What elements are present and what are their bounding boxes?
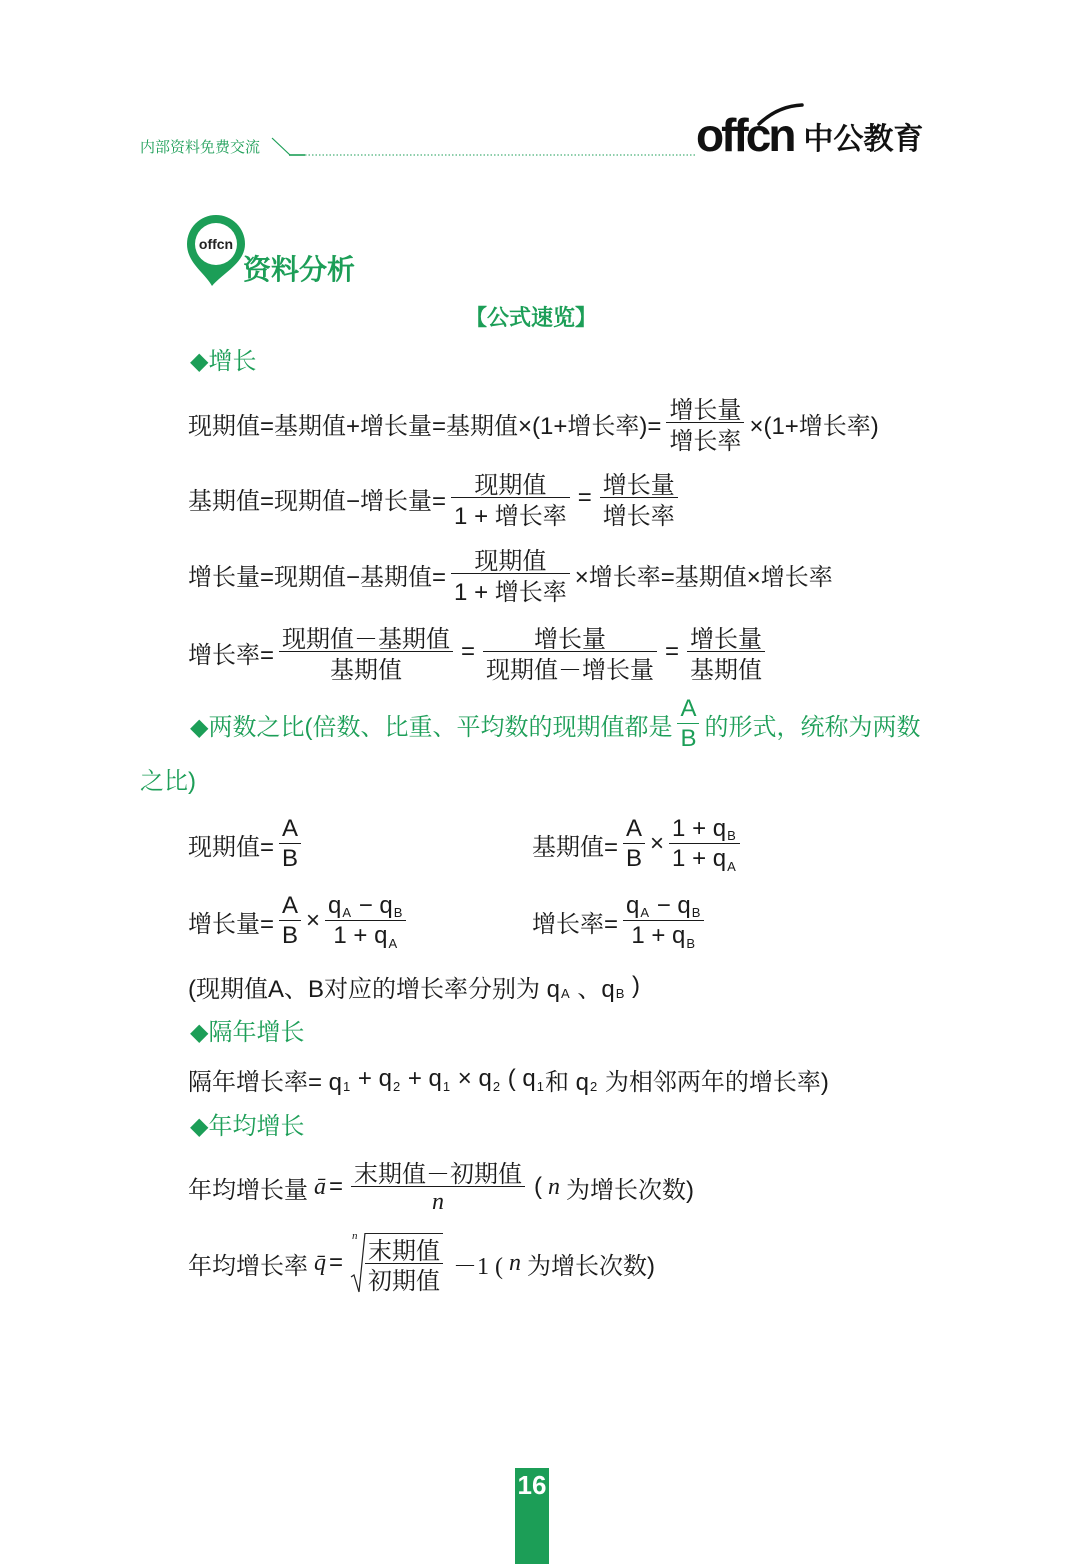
annual-title: ◆年均增长 [190,1113,305,1140]
term: ( q [501,1065,536,1092]
formula-increase-amount [188,542,833,606]
denominator: 1 + 增长率 [454,502,567,530]
term: 和 q [545,1068,590,1096]
subscript: B [615,985,625,1001]
term: 1 + q [631,922,686,949]
ratio-title-pre: ◆两数之比(倍数、比重、平均数的现期值都是 [190,713,673,741]
denominator: B [282,922,299,949]
formula-current-value [188,391,879,455]
formula-tail: ×增长率=基期值×增长率 [574,563,833,591]
formula-lhs: 增长率= [188,641,275,669]
subscript: A [561,985,570,1001]
biennial-title: ◆隔年增长 [190,1019,305,1046]
logo-swoosh-icon [756,102,806,126]
denominator: 基期值 [690,656,763,684]
ratio-formula-rate [532,889,709,953]
formula-lhs: 基期值=现期值−增长量= [188,487,447,515]
root-index: n [352,1230,358,1242]
equals-sign: = [329,1173,344,1200]
ratio-formula-increase [188,889,411,953]
paren-open: ( [534,1173,543,1200]
numerator: 现期值 [451,468,570,498]
term: + q [401,1065,442,1092]
formula-lhs: 增长率= [532,910,619,938]
denominator: 基期值 [330,656,403,684]
ratio-title [190,692,920,756]
fraction [351,1157,525,1217]
fraction [623,814,645,874]
subscript: 2 [392,1078,401,1094]
equals-sign: = [461,638,476,665]
note-text: 为增长次数) [527,1252,656,1280]
formula-tail: ×(1+增长率) [749,412,879,440]
subscript: A [640,905,650,920]
subscript: A [342,905,352,920]
header-rule [0,130,700,160]
fraction [677,694,699,754]
ratio-formula-current [188,812,306,876]
times-sign: × [650,830,665,857]
growth-title: ◆增长 [190,348,257,375]
term: 1 + q [672,845,727,872]
variable-n: n [548,1173,561,1200]
header-tagline: 内部资料免费交流 [140,139,261,156]
denominator [325,921,406,951]
denominator: 增长率 [602,502,675,530]
denominator: 初期值 [368,1268,441,1295]
term: q [328,891,342,919]
subscript: A [727,858,736,874]
formula-lhs: 年均增长量 [188,1176,308,1204]
formula-lhs: 增长量=现期值−基期值= [188,563,447,591]
formula-lhs: 现期值=基期值+增长量=基期值×(1+增长率)= [188,412,662,440]
ratio-title-continued: 之比) [140,768,196,795]
subscript: 1 [536,1078,544,1094]
minus-one: －1 ( [453,1253,504,1280]
equals-sign: = [329,1249,344,1276]
annual-amount-formula [188,1155,694,1219]
term: 隔年增长率= q [188,1068,343,1096]
subscript: B [686,935,696,951]
term: × q [451,1065,492,1092]
average-symbol: ā [314,1173,326,1200]
fraction [600,468,678,528]
section-title: 资料分析 [243,254,356,285]
page-number-tab [515,1468,549,1564]
numerator [325,891,406,921]
numerator: 增长量 [600,468,678,498]
numerator: A [279,891,301,921]
formula-growth-rate [188,620,770,684]
term: 1 + q [333,922,388,949]
note-text: 为增长次数) [566,1176,695,1204]
fraction [279,622,453,682]
numerator: 增长量 [687,622,765,652]
note-text: (现期值A、B对应的增长率分别为 q [188,975,561,1003]
subscript: B [727,828,736,843]
ratio-formula-base [532,812,745,876]
denominator: 增长率 [669,427,742,455]
numerator: 末期值－初期值 [351,1157,525,1187]
logo-chinese-name: 中公教育 [803,122,924,157]
equals-sign: = [577,484,592,511]
fraction [687,622,765,682]
ratio-title-post: 的形式，统称为两数 [704,713,921,741]
offcn-location-pin-icon [185,213,247,287]
annual-rate-formula [188,1231,655,1295]
denominator: B [282,845,299,872]
numerator: 现期值－基期值 [279,622,453,652]
subscript: 1 [343,1078,351,1094]
denominator [669,844,740,874]
formula-lhs: 基期值= [532,833,619,861]
equals-sign: = [665,638,680,665]
denominator: n [432,1188,445,1215]
term: q [626,891,640,919]
denominator: 现期值－增长量 [486,656,655,684]
numerator: 增长量 [666,393,744,423]
fraction [669,814,740,874]
ratio-note [188,970,640,1002]
subscript: 1 [442,1078,451,1094]
subscript: B [393,905,403,920]
denominator: B [626,845,643,872]
section-heading: 【公式速览】 [465,305,598,330]
term: + q [351,1065,392,1092]
fraction [279,814,301,874]
radical-sign-icon [350,1232,366,1294]
numerator: 增长量 [483,622,657,652]
offcn-logo [696,102,923,160]
variable-n: n [509,1249,522,1276]
fraction [451,544,570,604]
page-number: 16 [517,1470,547,1500]
times-sign: × [306,907,321,934]
numerator: A [279,814,301,844]
subscript: B [691,905,701,920]
fraction [365,1233,443,1294]
note-text: 、q [570,975,615,1003]
numerator [623,891,704,921]
subscript: 2 [492,1078,501,1094]
fraction [623,891,704,951]
term: − q [650,891,691,919]
subscript: 2 [590,1078,598,1094]
note-text: ) [625,972,641,999]
fraction [483,622,657,682]
nth-root [350,1232,443,1294]
term: 为相邻两年的增长率) [598,1068,829,1096]
biennial-formula [188,1063,829,1095]
term: 1 + q [672,814,727,842]
numerator [669,814,740,844]
pin-badge-text: offcn [198,236,234,252]
formula-lhs: 增长量= [188,910,275,938]
numerator: 末期值 [365,1234,443,1264]
logo-wordmark: offcn [696,109,794,161]
fraction [325,891,406,951]
denominator: 1 + 增长率 [454,578,567,606]
term: − q [352,891,393,919]
fraction [451,468,570,528]
fraction [279,891,301,951]
fraction [666,393,744,453]
numerator: 现期值 [451,544,570,574]
formula-lhs: 年均增长率 [188,1252,308,1280]
numerator: A [623,814,645,844]
formula-lhs: 现期值= [188,833,275,861]
denominator [623,921,704,951]
formula-base-value [188,466,683,530]
subscript: A [388,935,398,951]
numerator: A [677,694,699,724]
average-symbol: q̄ [314,1249,326,1276]
denominator: B [680,725,697,752]
